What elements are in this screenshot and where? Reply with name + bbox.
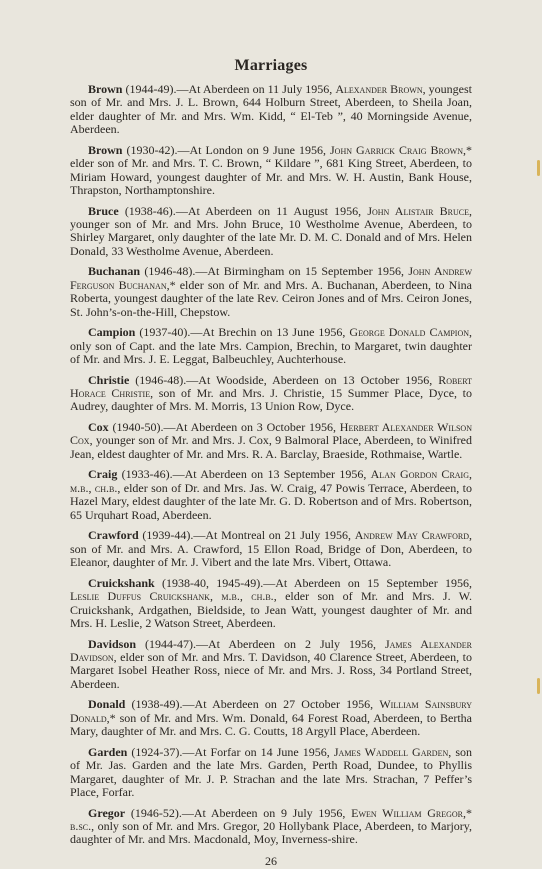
marriage-entry	[70, 529, 472, 569]
entry-text: —At London on 9 June 1956,	[177, 142, 330, 157]
entry-surname: Davidson	[88, 636, 137, 651]
marriage-entry	[70, 421, 472, 461]
entry-text: , youngest son of Mr. and Mrs. J. L. Brown, 644 Holburn Street, Aberdeen, to Sheila Joan, elder daughter of Mr. and Mrs. Wm. Kidd, “ El-Teb ”, 40 Morningside Avenue, Aberdeen.	[70, 82, 472, 137]
entry-groom-name: John Andrew Ferguson Buchanan,*	[70, 264, 472, 292]
entry-surname: Crawford	[88, 528, 139, 543]
entry-groom-name: John Garrick Craig Brown,*	[330, 142, 472, 157]
entry-surname: Brown	[88, 82, 123, 96]
marriage-entry	[70, 468, 472, 522]
entry-text: —At Aberdeen on 3 October 1956,	[163, 420, 340, 435]
entry-surname: Bruce	[88, 203, 119, 218]
entry-surname: Cox	[88, 420, 109, 435]
entry-text: , only son of Mr. and Mrs. Gregor, 20 Hollybank Place, Aberdeen, to Marjory, daughter of Mr. and Mrs. Macdonald, Moy, Inverness-shire.	[70, 818, 472, 847]
entry-years: (1946-48).	[140, 264, 196, 279]
entry-groom-name: Alexander Brown	[335, 82, 423, 96]
marriage-entry	[70, 374, 472, 414]
entry-text: —At Aberdeen on 11 July 1956,	[176, 82, 336, 96]
entry-text: —At Woodside, Aberdeen on 13 October 1956,	[186, 372, 439, 387]
entry-text: —At Aberdeen on 9 July 1956,	[181, 805, 352, 820]
marriage-entry	[70, 807, 472, 847]
entry-years: (1924-37).	[127, 744, 183, 759]
entry-text: , elder son of Dr. and Mrs. Jas. W. Craig, 47 Powis Terrace, Aberdeen, to Hazel Mary, eldest daughter of the late Mr. G. D. Robertson and of Mrs. Robertson, 65 Urquhart Road, Aberdeen.	[70, 480, 473, 522]
entry-surname: Donald	[88, 697, 126, 712]
entry-text: —At Forfar on 14 June 1956,	[182, 744, 334, 759]
entry-years: (1938-40, 1945-49).	[154, 575, 264, 590]
entry-surname: Campion	[88, 325, 136, 340]
entry-groom-name: Leslie Duffus Cruickshank, m.b., ch.b.	[70, 589, 274, 604]
entry-years: (1946-48).	[129, 372, 187, 387]
entry-surname: Garden	[88, 744, 128, 759]
entry-text: —At Aberdeen on 13 September 1956,	[172, 467, 371, 482]
entry-text: —At Aberdeen on 2 July 1956,	[196, 636, 385, 651]
entry-text: son of Mr. and Mrs. Wm. Donald, 64 Forest Road, Aberdeen, to Bertha Mary, daughter of Mr. and Mrs. C. G. Coutts, 18 Argyll Place, Aberdeen.	[70, 710, 472, 739]
entry-years: (1944-49).	[122, 82, 177, 96]
entry-surname: Christie	[88, 372, 130, 387]
page-title: Marriages	[234, 57, 308, 74]
entry-text: —At Aberdeen on 11 August 1956,	[175, 203, 368, 218]
marriage-entry	[70, 83, 472, 137]
marriage-entry	[70, 265, 472, 319]
entry-groom-name: William Sainsbury Donald,*	[70, 697, 472, 725]
entry-text: , son of Mr. and Mrs. J. Christie, 15 Summer Place, Dyce, to Audrey, daughter of Mrs. M. Morris, 13 Union Row, Dyce.	[70, 386, 472, 414]
marriage-entry	[70, 746, 472, 800]
entry-text: , younger son of Mr. and Mrs. John Bruce, 10 Westholme Avenue, Aberdeen, to Shirley Margaret, only daughter of the late Mr. D. M. C. Donald and of Mrs. Helen Donald, 33 Westholme Avenue, Aberdeen.	[70, 203, 472, 258]
entry-groom-name: Herbert Alexander Wilson Cox	[70, 420, 472, 448]
entry-text: —At Aberdeen on 15 September 1956,	[263, 575, 473, 590]
marriage-entry	[70, 205, 472, 259]
entry-years: (1938-49).	[125, 697, 183, 712]
entry-groom-name: James Waddell Garden	[333, 744, 449, 759]
page-edge-tab-mark	[537, 160, 540, 176]
entry-years: (1938-46).	[118, 203, 176, 218]
entry-groom-name: John Alistair Bruce	[367, 203, 469, 218]
page-number: 26	[265, 853, 277, 868]
entry-years: (1939-44).	[138, 528, 194, 543]
entry-surname: Brown	[88, 142, 123, 157]
entry-text: , son of Mr. Jas. Garden and the late Mrs. Garden, Perth Road, Dundee, to Phyllis Margaret, daughter of Mr. J. P. Strachan and the late Mrs. Strachan, 7 Peffer’s Place, Forfar.	[70, 744, 472, 799]
marriage-entry	[70, 326, 472, 366]
entry-text: —At Aberdeen on 27 October 1956,	[182, 697, 380, 712]
entry-text: , only son of Capt. and the late Mrs. Campion, Brechin, to Margaret, twin daughter of Mr. and Mrs. J. E. Leggat, Balbeuchley, Auchterhouse.	[70, 325, 473, 367]
entry-text: —At Montreal on 21 July 1956,	[193, 528, 355, 543]
entry-groom-name: James Alexander Davidson	[70, 636, 472, 664]
entry-groom-name: Alan Gordon Craig, m.b., ch.b.	[70, 467, 472, 495]
entry-text: , elder son of Mr. and Mrs. J. W. Cruickshank, Ardgathen, Bieldside, to Jean Watt, youngest daughter of Mr. and Mrs. H. Leslie, 2 Watson Street, Aberdeen.	[70, 589, 472, 630]
entry-text: elder son of Mr. and Mrs. T. C. Brown, “ Kildare ”, 681 King Street, Aberdeen, to Miriam Howard, youngest daughter of Mr. and Mrs. W. H. Austin, Bank House, Thrapston, Northamptonshire.	[70, 156, 472, 198]
marriage-entry	[70, 638, 472, 692]
marriage-entry	[70, 577, 472, 631]
entry-surname: Craig	[88, 467, 118, 482]
marriage-entries-list	[70, 83, 472, 847]
entry-text: elder son of Mr. and Mrs. A. Buchanan, Aberdeen, to Nina Roberta, youngest daughter of the late Rev. Ceiron Jones and of Mrs. Ceiron Jones, St. John’s-on-the-Hill, Chepstow.	[70, 277, 472, 319]
entry-years: (1940-50).	[108, 420, 164, 435]
entry-years: (1944-47).	[136, 636, 197, 651]
entry-surname: Gregor	[88, 805, 126, 820]
entry-groom-name: Andrew May Crawford	[354, 528, 469, 543]
entry-groom-name: Ewen William Gregor,* b.sc.	[70, 805, 472, 833]
entry-years: (1937-40).	[135, 325, 191, 340]
entry-years: (1946-52).	[125, 805, 182, 820]
marriage-entry	[70, 698, 472, 738]
page-edge-tab-mark	[537, 678, 540, 694]
entry-groom-name: George Donald Campion	[349, 325, 470, 340]
entry-text: , elder son of Mr. and Mrs. T. Davidson, 40 Clarence Street, Aberdeen, to Margaret Isobel Heather Ross, niece of Mr. and Mrs. J. Ross, 34 Portland Street, Aberdeen.	[70, 649, 472, 691]
marriage-entry	[70, 144, 472, 198]
entry-groom-name: Robert Horace Christie	[70, 372, 472, 401]
entry-surname: Buchanan	[88, 264, 141, 279]
entry-text: —At Birmingham on 15 September 1956,	[195, 264, 409, 279]
entry-surname: Cruickshank	[88, 575, 155, 590]
entry-text: —At Brechin on 13 June 1956,	[190, 325, 350, 340]
entry-text: , younger son of Mr. and Mrs. J. Cox, 9 Balmoral Place, Aberdeen, to Winifred Jean, eldest daughter of Mr. and Mrs. R. A. Barclay, Braeside, Rothmaise, Wartle.	[70, 433, 472, 461]
entry-years: (1933-46).	[117, 467, 173, 482]
entry-text: , son of Mr. and Mrs. A. Crawford, 15 Ellon Road, Bridge of Don, Aberdeen, to Eleanor, daughter of Mr. J. Vibert and the late Mrs. Vibert, Ottawa.	[70, 528, 472, 570]
entry-years: (1930-42).	[122, 142, 178, 157]
